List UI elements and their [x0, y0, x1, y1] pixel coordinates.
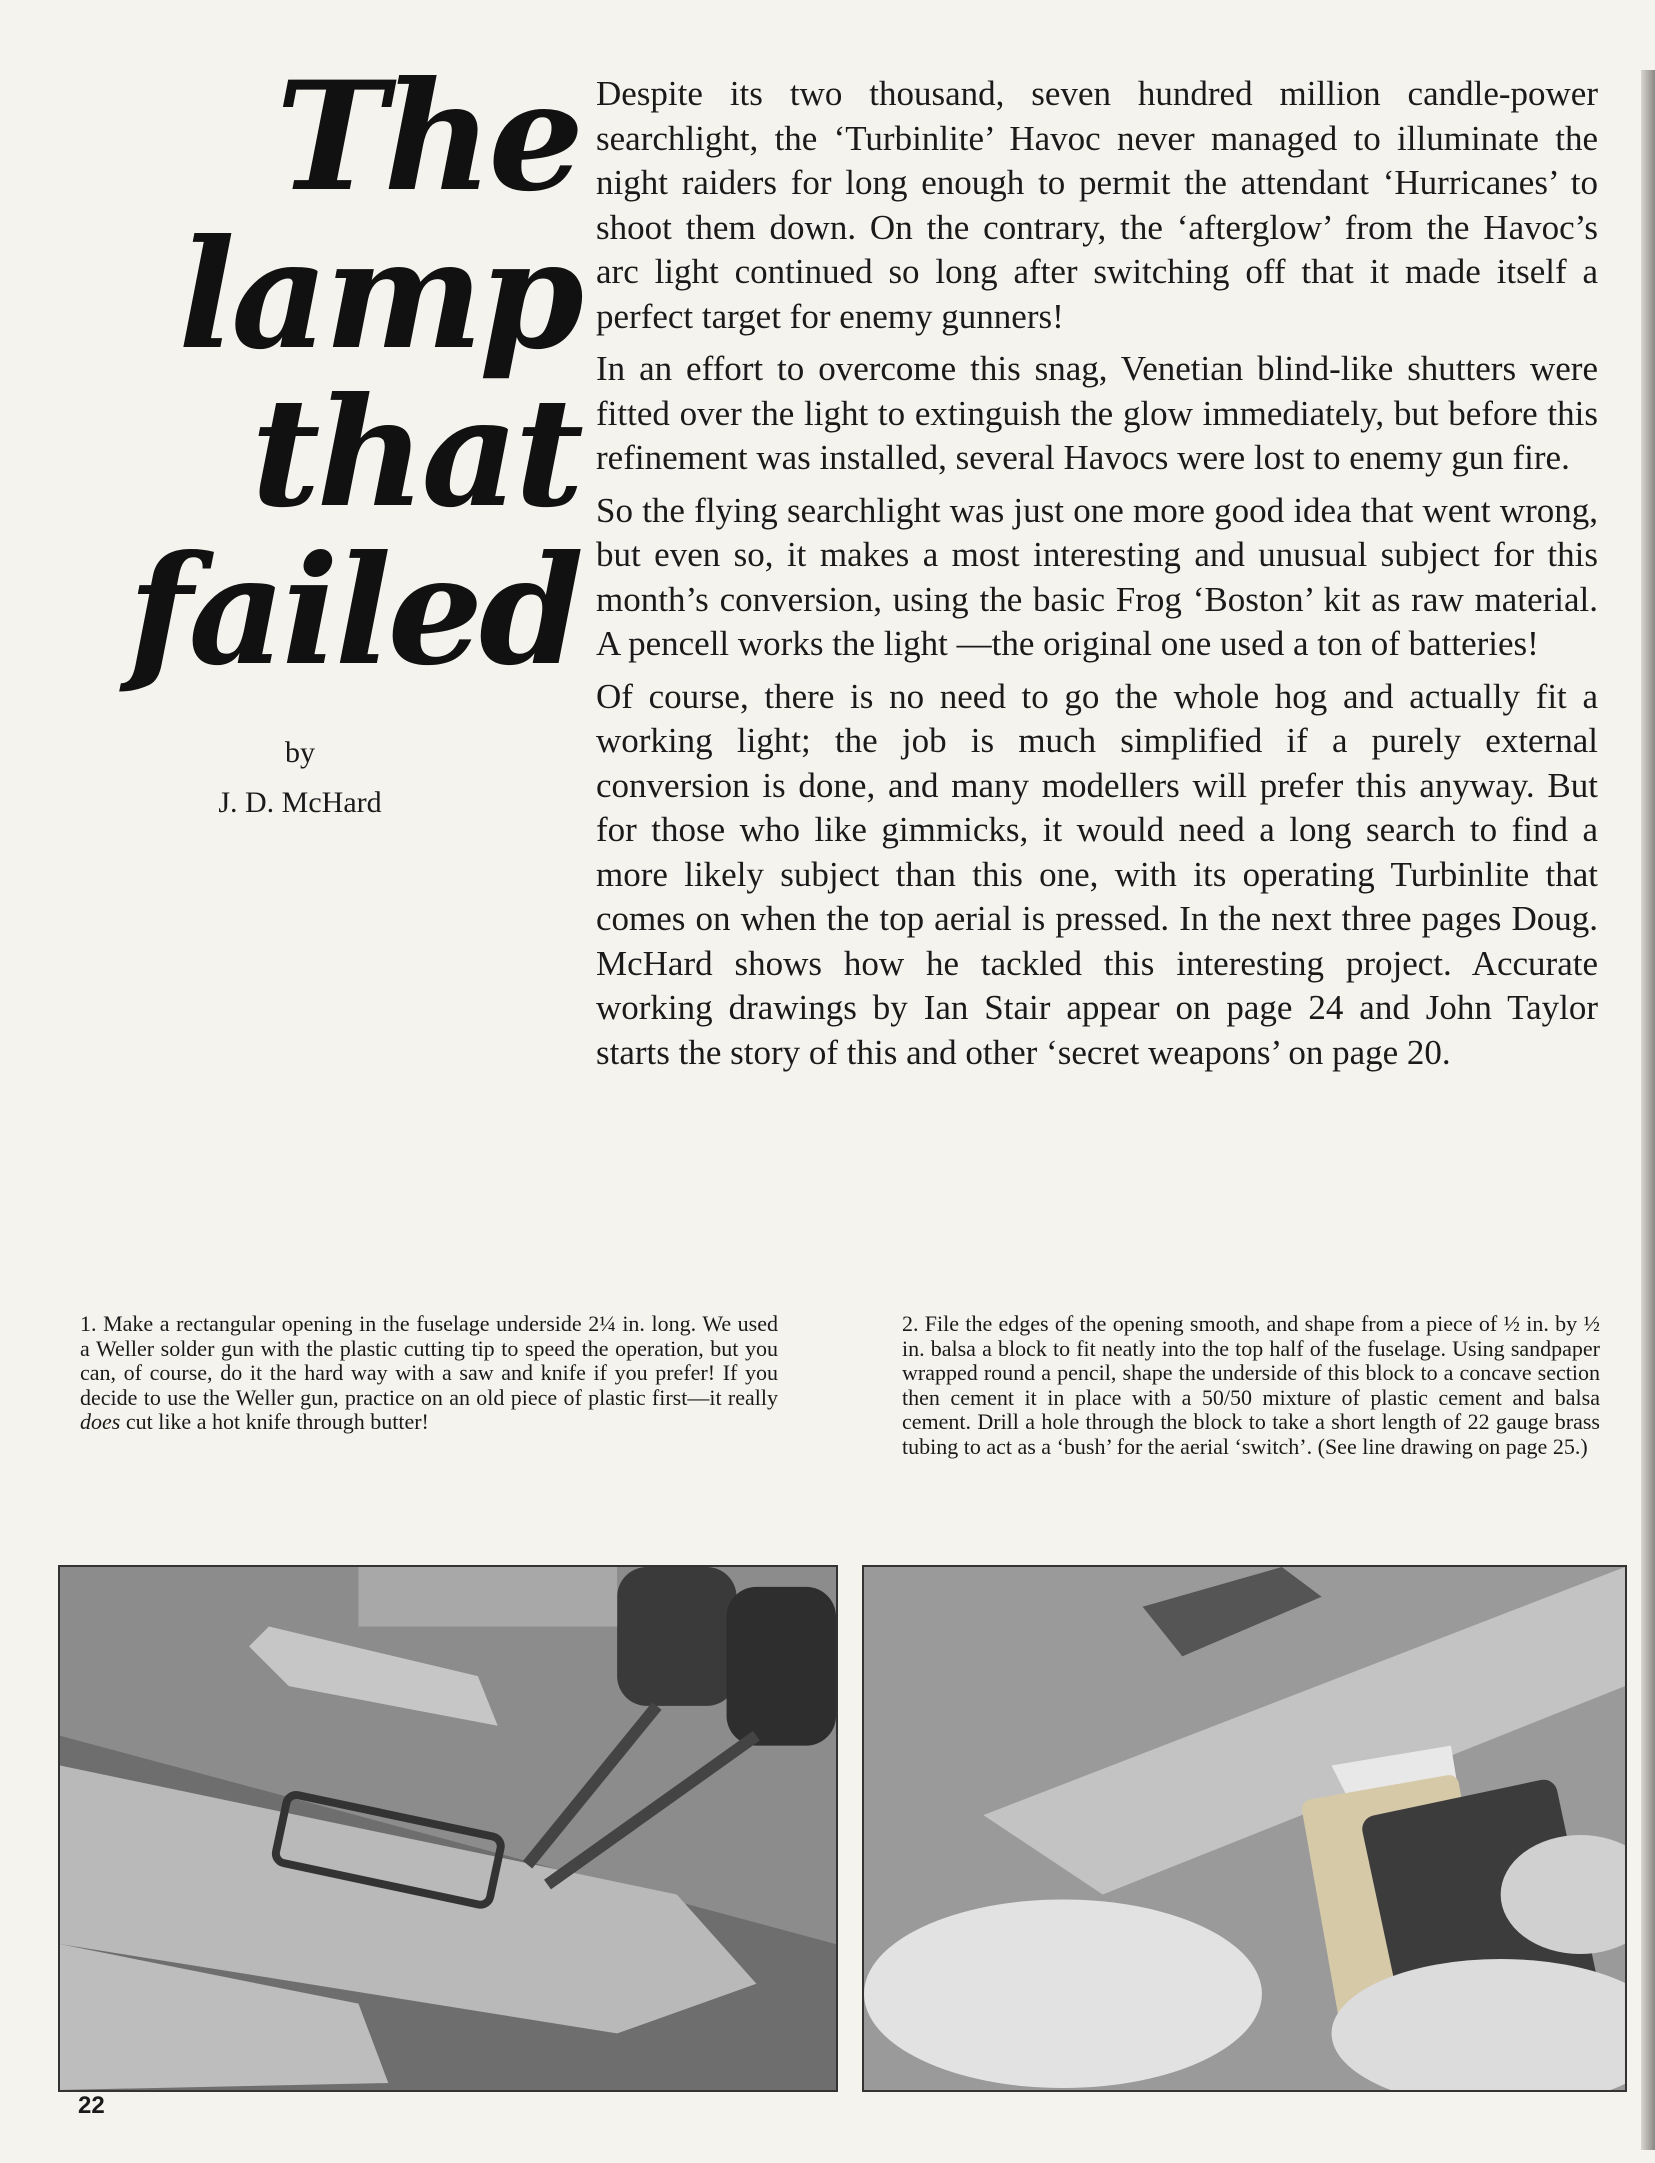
- title-line: that: [251, 365, 580, 541]
- photo-illustration: [864, 1567, 1625, 2090]
- article-body: [596, 72, 1598, 1083]
- photo-shaping-block: [862, 1565, 1627, 2092]
- caption-text: 1. Make a rectangular opening in the fuselage underside 2¼ in. long. We used a Weller solder gun with the plastic cutting tip to speed the operation, but you can, of course, do it the hard way with a saw and knife if you prefer! If you decide to use the Weller gun, practice on an old piece of plastic first—it really: [80, 1311, 778, 1410]
- body-paragraph: Of course, there is no need to go the whole hog and actually fit a working light; the job is much simplified if a purely external conversion is done, and many modellers will prefer this anyway. But for those who like gimmicks, it would need a long search to find a more likely subject than this one, with its operating Turbinlite that comes on when the top aerial is pressed. In the next three pages Doug. McHard shows how he tackled this interesting project. Accurate working drawings by Ian Stair appear on page 24 and John Taylor starts the story of this and other ‘secret weapons’ on page 20.: [596, 676, 1598, 1072]
- title-line: The: [275, 49, 580, 225]
- byline-author: J. D. McHard: [218, 786, 382, 819]
- body-paragraph: So the flying searchlight was just one more good idea that went wrong, but even so, it makes a most interesting and unusual subject for this month’s conversion, using the basic Frog ‘Boston’ kit as raw material. A pencell works the light —the original one used a ton of batteries!: [596, 490, 1598, 663]
- title-line: lamp: [178, 207, 580, 383]
- page-edge: [1641, 70, 1655, 2150]
- caption-step-2: 2. File the edges of the opening smooth, and shape from a piece of ½ in. by ½ in. balsa a block to fit neatly into the top half of the fuselage. Using sandpaper wrapped round a pencil, shape the underside of this block to a concave section then cement it in place with a 50/50 mixture of plastic cement and balsa cement. Drill a hole through the block to take a short length of 22 gauge brass tubing to act as a ‘bush’ for the aerial ‘switch’. (See line drawing on page 25.): [902, 1311, 1600, 1459]
- byline-by: by: [285, 736, 315, 769]
- photo-illustration: [60, 1567, 836, 2090]
- title-line: failed: [127, 523, 580, 699]
- byline: [160, 728, 440, 828]
- article-title: [60, 49, 580, 699]
- caption-step-1: [80, 1312, 778, 1435]
- photo-cutting-fuselage: [58, 1565, 838, 2092]
- body-paragraph: Despite its two thousand, seven hundred million candle-power searchlight, the ‘Turbinlite’ Havoc never managed to illuminate the night raiders for long enough to permit the attendant ‘Hurricanes’ to shoot them down. On the contrary, the ‘afterglow’ from the Havoc’s arc light continued so long after switching off that it made itself a perfect target for enemy gunners!: [596, 74, 1598, 336]
- caption-emphasis: does: [80, 1409, 121, 1434]
- body-paragraph: In an effort to overcome this snag, Venetian blind-like shutters were fitted over the light to extinguish the glow immediately, but before this refinement was installed, several Havocs were lost to enemy gun fire.: [596, 349, 1598, 477]
- page-number: 22: [78, 2092, 105, 2119]
- caption-text: cut like a hot knife through butter!: [120, 1409, 429, 1434]
